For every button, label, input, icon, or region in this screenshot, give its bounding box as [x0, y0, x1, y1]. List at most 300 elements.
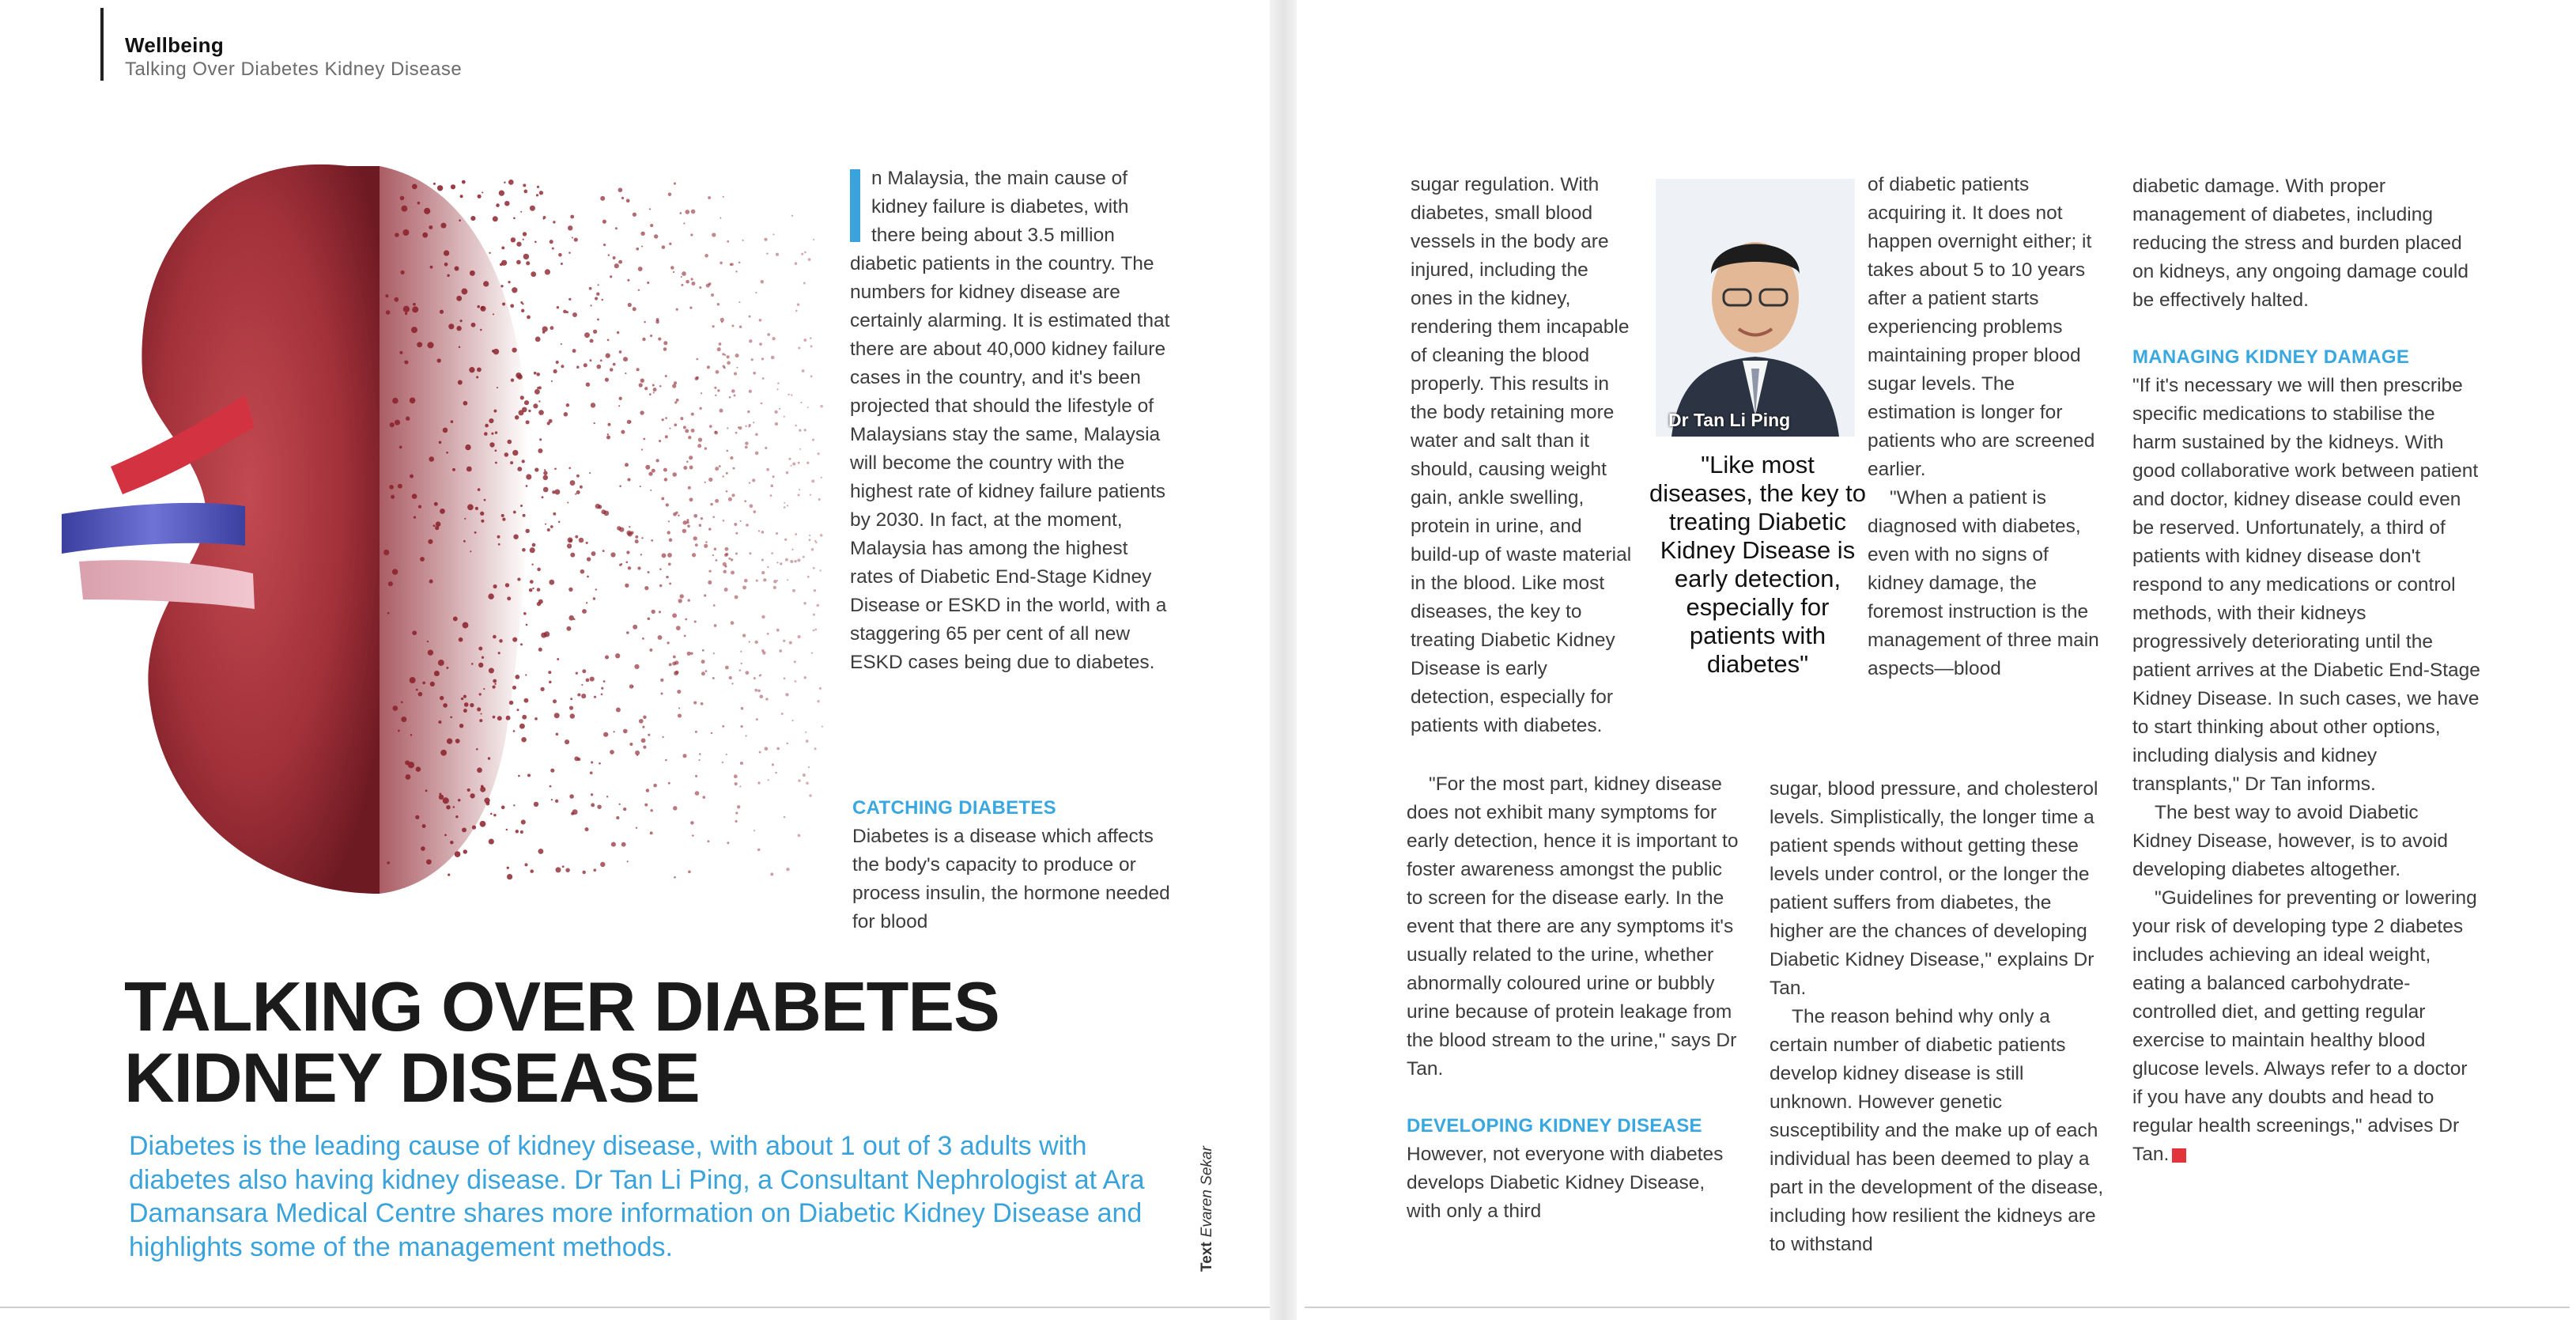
- kidney-particle: [539, 191, 543, 195]
- kidney-particle: [471, 663, 474, 665]
- kidney-particle: [509, 701, 513, 705]
- column-3-top: [1868, 171, 2105, 683]
- kidney-particle: [410, 475, 414, 478]
- kidney-particle: [502, 302, 505, 305]
- kidney-particle: [493, 313, 494, 315]
- kidney-particle: [498, 543, 500, 546]
- kidney-particle: [685, 618, 687, 621]
- kidney-particle: [772, 475, 775, 478]
- kidney-particle: [652, 610, 655, 614]
- kidney-particle: [587, 557, 591, 562]
- kidney-particle: [641, 245, 643, 247]
- kidney-particle: [424, 208, 430, 214]
- kidney-particle: [596, 293, 599, 296]
- kidney-particle: [494, 683, 496, 685]
- kidney-particle: [401, 206, 407, 212]
- kidney-particle: [394, 297, 398, 302]
- kidney-particle: [522, 548, 526, 552]
- standfirst: Diabetes is the leading cause of kidney disease, with about 1 out of 3 adults with diabetes also having kidney disease. Dr Tan Li Ping, a Consultant Nephrologist at Ara Damansara Medical Centre shares more information on Diabetic Kidney Disease and highlights some of the management methods.: [129, 1131, 1145, 1262]
- kidney-particle: [526, 474, 531, 479]
- kidney-particle: [701, 392, 702, 394]
- kidney-particle: [500, 285, 503, 287]
- kidney-particle: [735, 354, 739, 357]
- kidney-particle: [527, 316, 531, 320]
- kidney-particle: [518, 775, 520, 777]
- kidney-particle: [587, 576, 589, 578]
- kidney-particle: [568, 537, 573, 543]
- kidney-particle: [685, 429, 689, 433]
- kidney-particle: [572, 236, 573, 238]
- kidney-particle: [603, 244, 606, 246]
- kidney-particle: [389, 485, 394, 490]
- kidney-particle: [472, 825, 476, 829]
- kidney-particle: [665, 375, 667, 377]
- kidney-particle: [736, 367, 738, 369]
- kidney-particle: [511, 379, 514, 382]
- kidney-particle: [395, 420, 400, 426]
- kidney-particle: [572, 809, 578, 815]
- kidney-particle: [717, 303, 720, 306]
- kidney-particle: [600, 196, 605, 201]
- kidney-particle: [525, 529, 529, 533]
- kidney-particle: [537, 602, 541, 606]
- kidney-particle: [444, 834, 447, 837]
- kidney-particle: [761, 559, 764, 562]
- kidney-particle: [569, 794, 574, 799]
- kidney-particle: [776, 747, 780, 751]
- kidney-particle: [746, 524, 749, 527]
- kidney-particle: [633, 625, 637, 630]
- kidney-particle: [591, 761, 593, 763]
- kidney-particle: [524, 400, 529, 405]
- kidney-particle: [568, 298, 571, 301]
- kidney-particle: [814, 747, 817, 750]
- kidney-particle: [443, 703, 448, 708]
- kidney-particle: [720, 217, 721, 219]
- kidney-particle: [481, 306, 485, 310]
- kidney-particle: [474, 531, 477, 534]
- kidney-particle: [451, 184, 455, 189]
- kidney-particle: [724, 588, 728, 592]
- kidney-particle: [591, 793, 593, 796]
- kidney-particle: [758, 530, 760, 531]
- kidney-particle: [601, 687, 603, 690]
- kidney-particle: [523, 698, 528, 703]
- kidney-particle: [698, 437, 702, 441]
- kidney-particle: [582, 669, 586, 673]
- kidney-particle: [497, 716, 502, 721]
- kidney-particle: [688, 870, 691, 873]
- kidney-particle: [795, 680, 797, 683]
- kidney-particle: [734, 373, 737, 376]
- kidney-particle: [470, 216, 475, 221]
- kidney-particle: [576, 672, 578, 675]
- kidney-particle: [531, 564, 533, 565]
- kidney-particle: [762, 651, 765, 654]
- kidney-particle: [676, 399, 679, 402]
- kidney-particle: [542, 326, 548, 331]
- kidney-particle: [821, 477, 822, 478]
- kidney-particle: [720, 262, 723, 265]
- kidney-particle: [428, 539, 432, 544]
- kidney-particle: [790, 560, 793, 563]
- kidney-particle: [597, 804, 601, 808]
- kidney-particle: [580, 486, 583, 489]
- kidney-particle: [691, 282, 695, 286]
- kidney-particle: [719, 342, 722, 346]
- kidney-particle: [547, 528, 550, 531]
- kidney-particle: [655, 459, 659, 462]
- kidney-particle: [507, 440, 512, 444]
- kidney-particle: [616, 707, 621, 712]
- kidney-particle: [749, 482, 750, 483]
- kidney-particle: [460, 195, 463, 198]
- developing-paragraph: However, not everyone with diabetes develops Diabetic Kidney Disease, with only a third: [1407, 1144, 1724, 1222]
- kidney-particle: [614, 263, 619, 268]
- kidney-particle: [809, 539, 811, 541]
- kidney-particle: [501, 246, 504, 249]
- kidney-particle: [642, 726, 644, 728]
- kidney-particle: [667, 553, 672, 558]
- kidney-particle: [626, 550, 629, 554]
- kidney-particle: [458, 799, 461, 802]
- kidney-particle: [680, 417, 683, 420]
- kidney-particle: [507, 867, 509, 869]
- kidney-particle: [808, 258, 811, 261]
- col4-paragraph-1: diabetic damage. With proper management of diabetes, including reducing the stress and burden placed on kidneys, any ongoing damage could be effectively halted.: [2132, 176, 2468, 311]
- kidney-particle: [455, 851, 461, 857]
- kidney-particle: [757, 849, 761, 852]
- kidney-particle: [591, 403, 595, 407]
- kidney-particle: [774, 410, 777, 414]
- kidney-particle: [526, 261, 530, 265]
- kidney-particle: [744, 579, 748, 583]
- kidney-particle: [682, 754, 686, 758]
- kidney-particle: [523, 232, 527, 236]
- kidney-particle: [480, 329, 482, 331]
- kidney-particle: [689, 497, 693, 501]
- kidney-particle: [716, 370, 720, 374]
- kidney-particle: [610, 368, 614, 372]
- kidney-particle: [550, 769, 554, 773]
- kidney-particle: [464, 518, 466, 520]
- kidney-particle: [551, 380, 553, 382]
- kidney-particle: [493, 686, 496, 689]
- kidney-particle: [799, 448, 801, 450]
- kidney-particle: [602, 550, 605, 552]
- kidney-particle: [723, 365, 725, 367]
- kidney-particle: [531, 271, 536, 277]
- kidney-particle: [802, 369, 805, 373]
- kidney-particle: [437, 185, 443, 191]
- kidney-particle: [493, 716, 496, 719]
- kidney-particle: [469, 367, 474, 373]
- kidney-particle: [489, 668, 494, 673]
- kidney-particle: [650, 335, 652, 337]
- credit-name: Evaren Sekar: [1199, 1146, 1215, 1238]
- kidney-particle: [416, 689, 418, 691]
- subhead-developing-kidney-disease: DEVELOPING KIDNEY DISEASE: [1407, 1115, 1702, 1137]
- kidney-particle: [779, 649, 782, 652]
- kidney-particle: [440, 310, 444, 314]
- kidney-particle: [489, 442, 494, 447]
- kidney-particle: [565, 868, 570, 872]
- kidney-particle: [625, 373, 626, 374]
- kidney-particle: [501, 805, 505, 809]
- kidney-particle: [711, 293, 714, 297]
- kidney-particle: [398, 484, 402, 489]
- kidney-particle: [726, 355, 729, 358]
- col3-paragraph-2: "When a patient is diagnosed with diabetes, even with no signs of kidney damage, the foremost instruction is the management of three main aspects—blood: [1868, 487, 2099, 679]
- kidney-particle: [619, 397, 622, 400]
- kidney-particle: [668, 562, 671, 565]
- kidney-particle: [735, 532, 738, 535]
- intro-column: [850, 165, 1176, 677]
- kidney-particle: [527, 773, 531, 777]
- running-title: Talking Over Diabetes Kidney Disease: [125, 59, 463, 80]
- kidney-particle: [392, 705, 398, 711]
- kidney-particle: [515, 415, 519, 419]
- kidney-particle: [784, 506, 786, 509]
- kidney-particle: [665, 417, 667, 419]
- kidney-particle: [708, 478, 712, 482]
- kidney-particle: [572, 349, 576, 353]
- kidney-particle: [647, 282, 649, 284]
- kidney-particle: [813, 567, 815, 569]
- kidney-particle: [618, 187, 623, 192]
- kidney-particle: [727, 361, 731, 365]
- kidney-particle: [749, 552, 751, 554]
- kidney-particle: [544, 469, 546, 471]
- kidney-particle: [521, 819, 526, 824]
- kidney-particle: [593, 330, 597, 334]
- kidney-particle: [577, 693, 580, 696]
- kidney-particle: [459, 724, 463, 728]
- kidney-particle: [610, 275, 612, 278]
- kidney-particle: [678, 599, 682, 603]
- kidney-particle: [678, 515, 679, 516]
- kidney-particle: [714, 547, 716, 550]
- kidney-particle: [606, 435, 610, 439]
- kidney-particle: [467, 789, 470, 792]
- kidney-particle: [683, 426, 686, 429]
- kidney-particle: [489, 839, 494, 845]
- kidney-particle: [806, 739, 809, 743]
- kidney-particle: [726, 490, 728, 493]
- kidney-particle: [589, 287, 592, 290]
- kidney-particle: [530, 580, 534, 584]
- kidney-particle: [672, 472, 677, 477]
- kidney-particle: [683, 466, 687, 470]
- kidney-particle: [545, 269, 550, 274]
- kidney-particle: [770, 484, 773, 487]
- kidney-particle: [650, 809, 652, 811]
- kidney-particle: [478, 663, 483, 668]
- kidney-particle: [683, 222, 685, 224]
- kidney-particle: [814, 540, 817, 543]
- kidney-particle: [726, 754, 727, 755]
- kidney-particle: [543, 471, 547, 475]
- kidney-particle: [811, 548, 814, 551]
- kidney-particle: [742, 634, 746, 637]
- kidney-particle: [563, 310, 567, 314]
- kidney-particle: [717, 347, 721, 351]
- kidney-particle: [755, 641, 758, 644]
- kidney-particle: [752, 478, 755, 482]
- kidney-particle: [676, 626, 681, 630]
- kidney-particle: [668, 782, 670, 785]
- kidney-particle: [777, 388, 779, 390]
- kidney-particle: [535, 337, 541, 342]
- kidney-particle: [795, 425, 797, 427]
- kidney-particle: [478, 646, 482, 650]
- kidney-particle: [629, 421, 631, 422]
- kidney-particle: [731, 683, 733, 684]
- kidney-particle: [499, 191, 504, 196]
- kidney-particle: [484, 798, 489, 804]
- kidney-particle: [682, 529, 686, 533]
- kidney-particle: [644, 804, 648, 807]
- kidney-particle: [640, 486, 641, 487]
- kidney-particle: [693, 514, 697, 518]
- kidney-particle: [817, 452, 819, 455]
- kidney-particle: [501, 260, 507, 266]
- kidney-particle: [611, 842, 616, 847]
- kidney-particle: [773, 586, 776, 589]
- kidney-particle: [714, 387, 716, 389]
- kidney-particle: [687, 652, 691, 656]
- kidney-particle: [725, 666, 729, 670]
- kidney-particle: [557, 306, 559, 308]
- kidney-particle: [616, 816, 619, 819]
- kidney-particle: [538, 648, 542, 652]
- kidney-particle: [668, 192, 672, 196]
- kidney-particle: [623, 808, 626, 811]
- kidney-particle: [704, 482, 706, 483]
- kidney-particle: [741, 663, 742, 664]
- kidney-particle: [754, 830, 755, 831]
- kidney-particle: [656, 318, 659, 321]
- spine-gutter: [1270, 0, 1297, 1320]
- kidney-particle: [648, 734, 650, 736]
- kidney-particle: [392, 569, 398, 575]
- kidney-particle: [705, 541, 708, 543]
- kidney-particle: [477, 367, 482, 372]
- kidney-particle: [795, 262, 798, 265]
- kidney-particle: [761, 357, 764, 360]
- kidney-particle: [606, 796, 608, 797]
- kidney-particle: [508, 281, 511, 283]
- kidney-particle: [404, 361, 406, 362]
- kidney-particle: [595, 504, 601, 509]
- kidney-particle: [626, 631, 629, 634]
- kidney-particle: [467, 504, 474, 510]
- kidney-particle: [772, 763, 774, 766]
- kidney-particle: [605, 655, 609, 659]
- kidney-particle: [636, 248, 639, 251]
- kidney-particle: [504, 201, 510, 206]
- kidney-particle: [584, 363, 587, 367]
- kidney-particle: [745, 735, 746, 736]
- kidney-particle: [446, 805, 451, 810]
- kidney-particle: [590, 677, 595, 682]
- kidney-particle: [519, 724, 525, 729]
- kidney-particle: [412, 630, 417, 635]
- kidney-particle: [417, 342, 422, 347]
- kidney-particle: [751, 358, 754, 361]
- kidney-particle: [779, 408, 780, 410]
- kidney-particle: [533, 403, 538, 408]
- kidney-particle: [704, 594, 706, 596]
- kidney-particle: [438, 721, 441, 724]
- kidney-particle: [491, 433, 493, 435]
- kidney-particle: [538, 400, 540, 402]
- kidney-particle: [798, 494, 800, 496]
- kidney-particle: [463, 622, 469, 629]
- kidney-particle: [574, 238, 578, 242]
- kidney-particle: [633, 213, 636, 217]
- kidney-particle: [437, 358, 441, 362]
- kidney-particle: [463, 695, 466, 698]
- kidney-particle: [590, 771, 593, 774]
- kidney-particle: [391, 495, 395, 499]
- kidney-particle: [422, 682, 425, 685]
- kidney-particle: [605, 377, 609, 381]
- managing-paragraph-3-text: "Guidelines for preventing or lowering your risk of developing type 2 diabetes includes achieving an ideal weight, eating a balanced carbohydrate-controlled diet, and getting regular exercise to maintain healthy blood glucose levels. Always refer to a doctor if you have any doubts and head to regular health screenings," advises Dr Tan.: [2132, 887, 2477, 1165]
- kidney-particle: [628, 303, 632, 307]
- kidney-particle: [749, 424, 751, 426]
- drop-cap: [850, 169, 860, 242]
- kidney-particle: [734, 395, 736, 397]
- kidney-particle: [761, 280, 765, 284]
- kidney-particle: [516, 830, 519, 833]
- kidney-particle: [386, 310, 391, 315]
- kidney-particle: [465, 444, 470, 450]
- kidney-particle: [600, 360, 602, 362]
- kidney-particle: [673, 271, 674, 273]
- kidney-particle: [727, 450, 729, 452]
- kidney-particle: [526, 624, 528, 626]
- kidney-particle: [803, 773, 806, 777]
- kidney-particle: [712, 233, 716, 236]
- kidney-particle: [699, 524, 702, 527]
- kidney-particle: [448, 874, 450, 876]
- kidney-particle: [516, 260, 521, 265]
- kidney-particle: [673, 512, 677, 516]
- kidney-particle: [822, 725, 823, 727]
- kidney-particle: [584, 827, 588, 831]
- kidney-particle: [676, 308, 678, 311]
- kidney-particle: [383, 550, 389, 555]
- kidney-particle: [730, 263, 732, 266]
- kidney-particle: [750, 504, 754, 508]
- kidney-particle: [456, 296, 462, 301]
- kidney-particle: [576, 490, 580, 494]
- kidney-particle: [674, 401, 677, 403]
- kidney-particle: [729, 676, 732, 679]
- kidney-particle: [800, 402, 802, 403]
- kidney-particle: [659, 385, 662, 388]
- kidney-particle: [627, 478, 630, 481]
- kidney-particle: [734, 774, 738, 778]
- credit-label: Text: [1199, 1242, 1215, 1272]
- kidney-particle: [699, 759, 701, 761]
- kidney-particle: [712, 554, 714, 556]
- kidney-particle: [439, 793, 441, 796]
- kidney-particle: [784, 502, 785, 504]
- kidney-particle: [410, 734, 413, 736]
- kidney-particle: [470, 793, 474, 798]
